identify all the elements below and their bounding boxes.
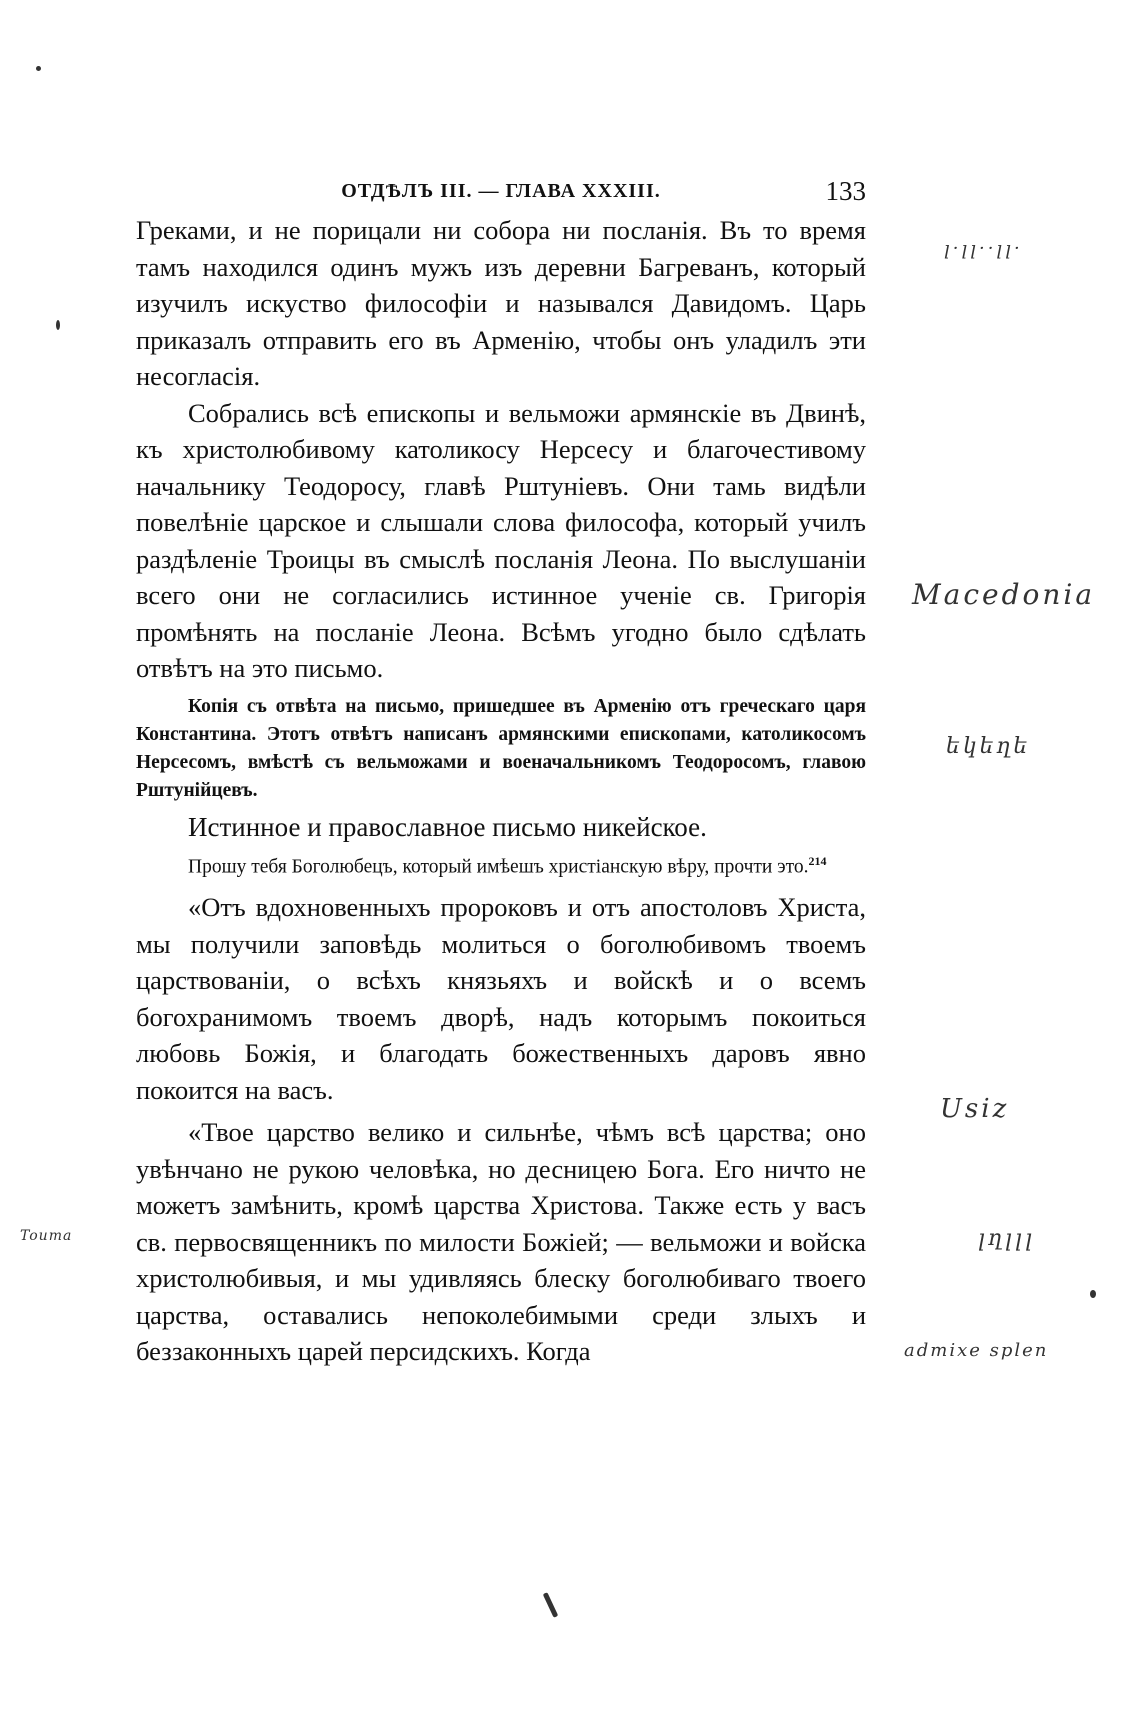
- margin-note-6: ꞁղꞁꞁꞁ: [978, 1226, 1036, 1251]
- paragraph-1: Греками, и не порицали ни собора ни посланія. Въ то время тамъ находился одинъ мужъ изъ деревни Багреванъ, который изучилъ искуство философіи и назывался Давидомъ. Царь приказалъ отправить его въ Арменію, чтобы онъ уладилъ эти несогласія.: [136, 215, 866, 391]
- page-header: [136, 176, 866, 212]
- ink-speck: [1090, 1290, 1096, 1298]
- ink-speck: [56, 320, 60, 330]
- margin-note-1: ꞁ·ꞁꞁ··ꞁꞁ·: [944, 238, 1023, 259]
- address-text: Прошу тебя Боголюбецъ, который имѣешъ христіанскую вѣру, прочти это.: [188, 856, 809, 877]
- ink-stroke: [543, 1592, 559, 1618]
- footnote-reference: 214: [808, 853, 827, 868]
- rubric: Копія съ отвѣта на письмо, пришедшее въ Арменію отъ греческаго царя Константина. Этотъ отвѣтъ написанъ армянскими епископами, католикосомъ Нерсесомъ, вмѣстѣ съ вельможами и военачальникомъ Теодоросомъ, главою Рштунійцевъ.: [136, 695, 866, 801]
- running-head: ОТДѢЛЪ III. — ГЛАВА XXXIII.: [341, 180, 661, 202]
- body-text: [136, 212, 866, 1370]
- letter-paragraph-1: «Отъ вдохновенныхъ пророковъ и отъ апостоловъ Христа, мы получили заповѣдь молиться о боголюбивомъ твоемъ царствованіи, о всѣхъ князьяхъ и войскѣ и о всемъ богохранимомъ твоемъ дворѣ, надъ которымъ покоиться любовь Божія, и благодать божественныхъ даровъ явно покоится на васъ.: [136, 892, 866, 1105]
- margin-note-7: admixe splen: [904, 1340, 1049, 1361]
- margin-note-5: Touma: [20, 1228, 73, 1244]
- paragraph-2: Собрались всѣ епископы и вельможи армянскіе въ Двинѣ, къ христолюбивому католикосу Нерсесу и благочестивому начальнику Теодоросу, главѣ Рштуніевъ. Они тамь видѣли повелѣніе царское и слышали слова философа, который училъ раздѣленіе Троицы въ смыслѣ посланія Леона. По выслушаніи всего они не согласились истинное ученіе св. Григорія промѣнять на посланіе Леона. Всѣмъ угодно было сдѣлать отвѣтъ на это письмо.: [136, 397, 866, 683]
- address-line: [136, 847, 866, 882]
- margin-note-2: Macedonia: [912, 578, 1096, 611]
- ink-speck: [36, 66, 41, 71]
- letter-paragraph-2: «Твое царство велико и сильнѣе, чѣмъ всѣ царства; оно увѣнчано не рукою человѣка, но десницею Бога. Его ничто не можетъ замѣнить, кромѣ царства Христова. Также есть у васъ св. первосвященникъ по милости Божіей; — вельможи и войска христолюбивыя, и мы удивляясь блеску боголюбиваго твоего царства, оставались непоколебимыми среди злыхъ и беззаконныхъ царей персидскихъ. Когда: [136, 1117, 866, 1366]
- letter-title: Истинное и православное письмо никейское.: [188, 811, 707, 842]
- margin-note-3: եկեղե: [946, 734, 1031, 759]
- margin-note-4: Usiz: [940, 1094, 1010, 1124]
- page-number: 133: [825, 176, 866, 206]
